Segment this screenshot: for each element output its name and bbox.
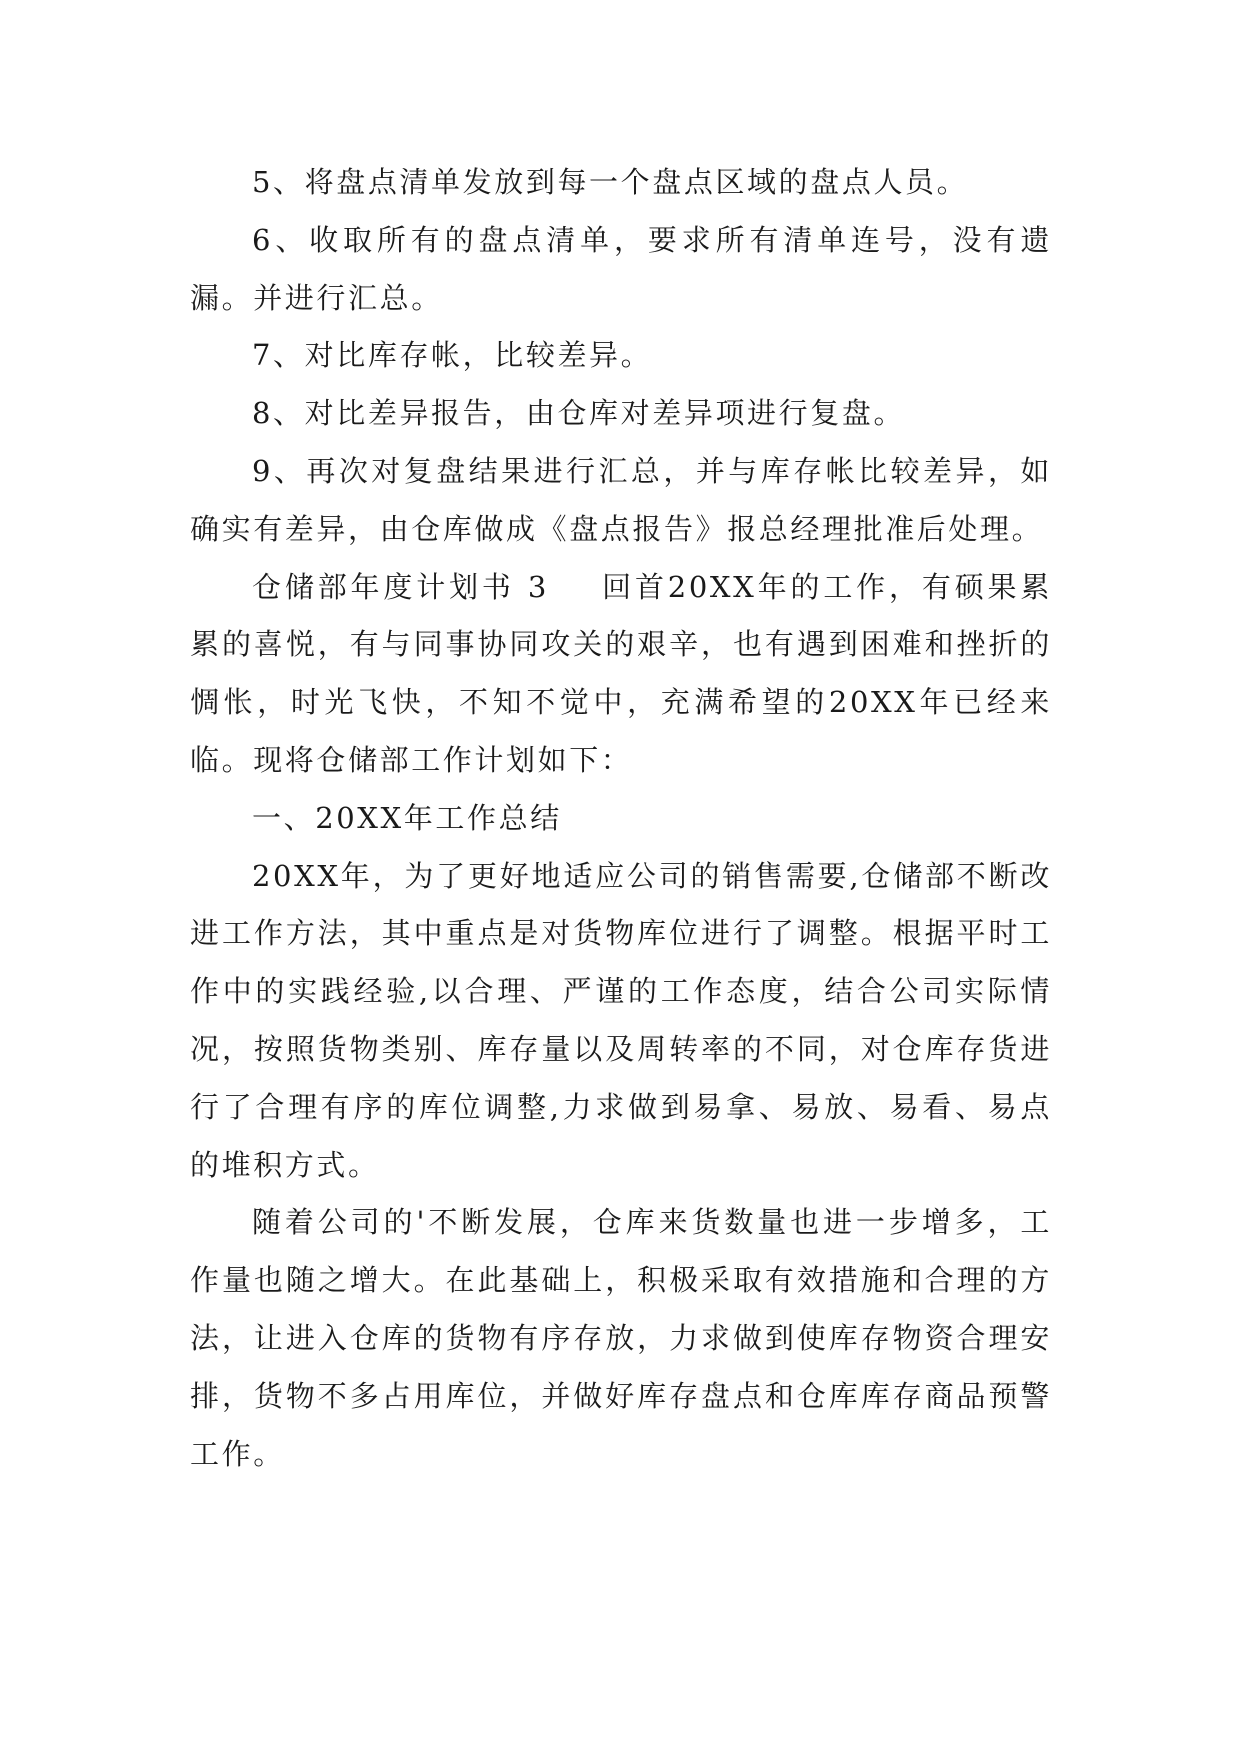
paragraph-step-7: 7、对比库存帐，比较差异。 [252,338,653,373]
section-intro-text: 回首20XX年的工作，有硕果累累的喜悦，有与同事协同攻关的艰辛，也有遇到困难和挫折的惆怅，时光飞快，不知不觉中，充满希望的20XX年已经来临。现将仓储部工作计划如下： [190,569,1052,777]
section-title: 仓储部年度计划书 3 [252,569,549,604]
paragraph-summary-1: 20XX年，为了更好地适应公司的销售需要,仓储部不断改进工作方法，其中重点是对货物库位进行了调整。根据平时工作中的实践经验,以合理、严谨的工作态度，结合公司实际情况，按照货物类别、库存量以及周转率的不同，对仓库存货进行了合理有序的库位调整,力求做到易拿、易放、易看、易点的堆积方式。 [190,858,1052,1182]
paragraph-summary-2: 随着公司的'不断发展，仓库来货数量也进一步增多，工作量也随之增大。在此基础上，积极采取有效措施和合理的方法，让进入仓库的货物有序存放，力求做到使库存物资合理安排，货物不多占用库位，并做好库存盘点和仓库库存商品预警工作。 [190,1205,1052,1471]
document-body [190,154,1052,1483]
heading-work-summary: 一、20XX年工作总结 [252,800,562,835]
paragraph-step-8: 8、对比差异报告，由仓库对差异项进行复盘。 [252,396,906,431]
paragraph-step-5: 5、将盘点清单发放到每一个盘点区域的盘点人员。 [252,165,969,199]
paragraph-step-9: 9、再次对复盘结果进行汇总，并与库存帐比较差异，如确实有差异，由仓库做成《盘点报告》报总经理批准后处理。 [190,453,1052,546]
paragraph-section-intro [190,559,1052,790]
paragraph-step-6: 6、收取所有的盘点清单，要求所有清单连号，没有遗漏。并进行汇总。 [190,222,1052,315]
